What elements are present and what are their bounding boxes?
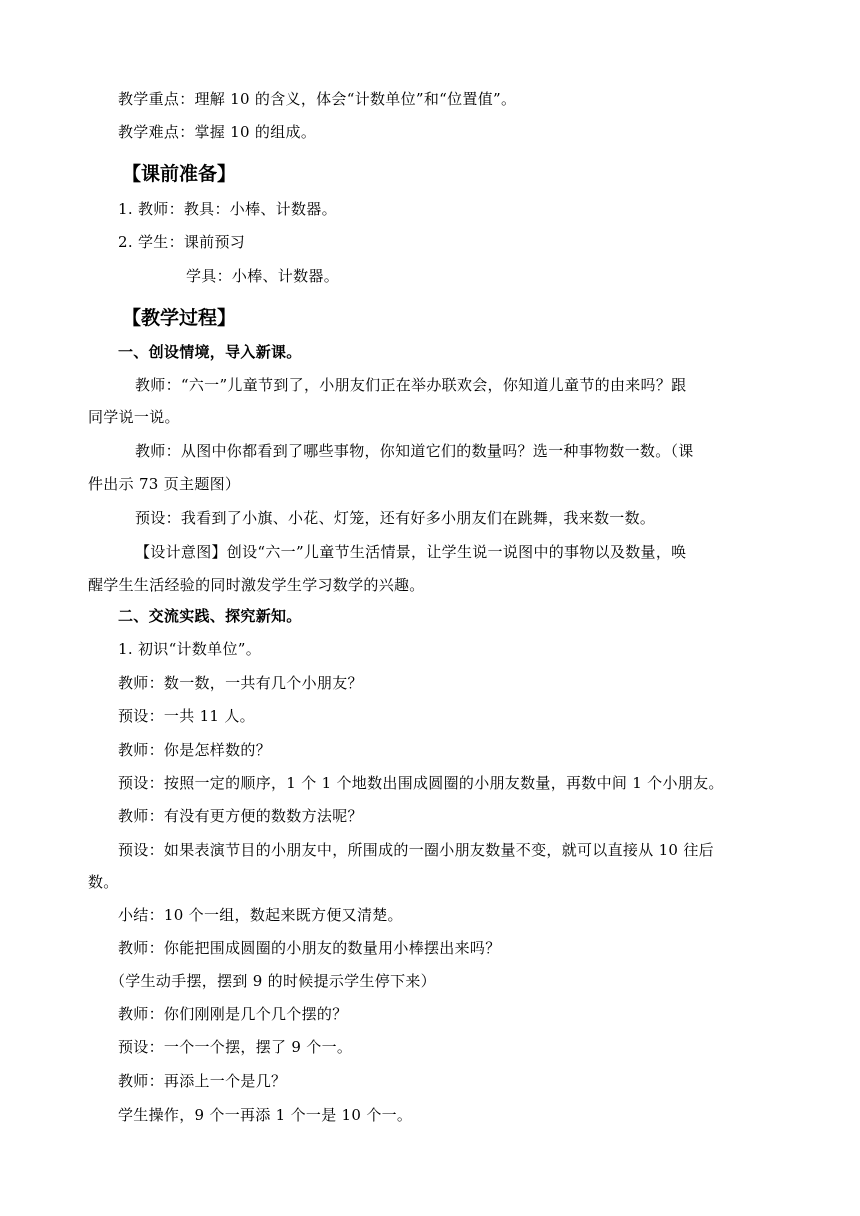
- student-tools: 学具：小棒、计数器。: [186, 267, 340, 285]
- paragraph-text: 预设：我看到了小旗、小花、灯笼，还有好多小朋友们在跳舞，我来数一数。: [135, 509, 656, 527]
- section1-title: 一、创设情境，导入新课。: [118, 343, 302, 361]
- dialogue-line: 教师：你能把围成圆圈的小朋友的数量用小棒摆出来吗？: [118, 939, 501, 957]
- preparation-heading: 【课前准备】: [122, 163, 237, 185]
- teacher-preparation: 1. 教师：教具：小棒、计数器。: [118, 200, 337, 218]
- paragraph-text: 件出示 73 页主题图）: [88, 475, 241, 493]
- paragraph-text: 同学说一说。: [88, 408, 180, 426]
- student-preparation: 2. 学生：课前预习: [118, 233, 246, 251]
- key-point-text: 教学重点：理解 10 的含义，体会“计数单位”和“位置值”。: [118, 90, 517, 108]
- dialogue-line: 预设：一共 11 人。: [118, 707, 255, 725]
- process-heading: 【教学过程】: [122, 307, 237, 329]
- paragraph-text: 教师：从图中你都看到了哪些事物，你知道它们的数量吗？选一种事物数一数。（课: [135, 442, 694, 460]
- dialogue-line: （学生动手摆，摆到 9 的时候提示学生停下来）: [110, 972, 436, 990]
- dialogue-line: 教师：你是怎样数的？: [118, 741, 272, 759]
- section2-title: 二、交流实践、探究新知。: [118, 607, 302, 625]
- dialogue-line: 学生操作，9 个一再添 1 个一是 10 个一。: [118, 1106, 413, 1124]
- dialogue-line: 预设：如果表演节目的小朋友中，所围成的一圈小朋友数量不变，就可以直接从 10 往后: [118, 841, 714, 859]
- difficulty-text: 教学难点：掌握 10 的组成。: [118, 123, 317, 141]
- summary-line: 小结：10 个一组，数起来既方便又清楚。: [118, 906, 403, 924]
- dialogue-line: 数。: [88, 873, 119, 891]
- dialogue-line: 教师：数一数，一共有几个小朋友？: [118, 674, 363, 692]
- dialogue-line: 预设：一个一个摆，摆了 9 个一。: [118, 1038, 353, 1056]
- design-intent-text: 【设计意图】创设“六一”儿童节生活情景，让学生说一说图中的事物以及数量，唤: [135, 543, 687, 561]
- dialogue-line: 教师：你们刚刚是几个几个摆的？: [118, 1005, 348, 1023]
- dialogue-line: 教师：再添上一个是几？: [118, 1072, 287, 1090]
- subsection-title: 1. 初识“计数单位”。: [118, 640, 262, 658]
- paragraph-text: 教师：“六一”儿童节到了，小朋友们正在举办联欢会，你知道儿童节的由来吗？跟: [135, 376, 687, 394]
- dialogue-line: 教师：有没有更方便的数数方法呢？: [118, 807, 363, 825]
- dialogue-line: 预设：按照一定的顺序，1 个 1 个地数出围成圆圈的小朋友数量，再数中间 1 个小朋友。: [118, 774, 724, 792]
- design-intent-text: 醒学生生活经验的同时激发学生学习数学的兴趣。: [88, 576, 425, 594]
